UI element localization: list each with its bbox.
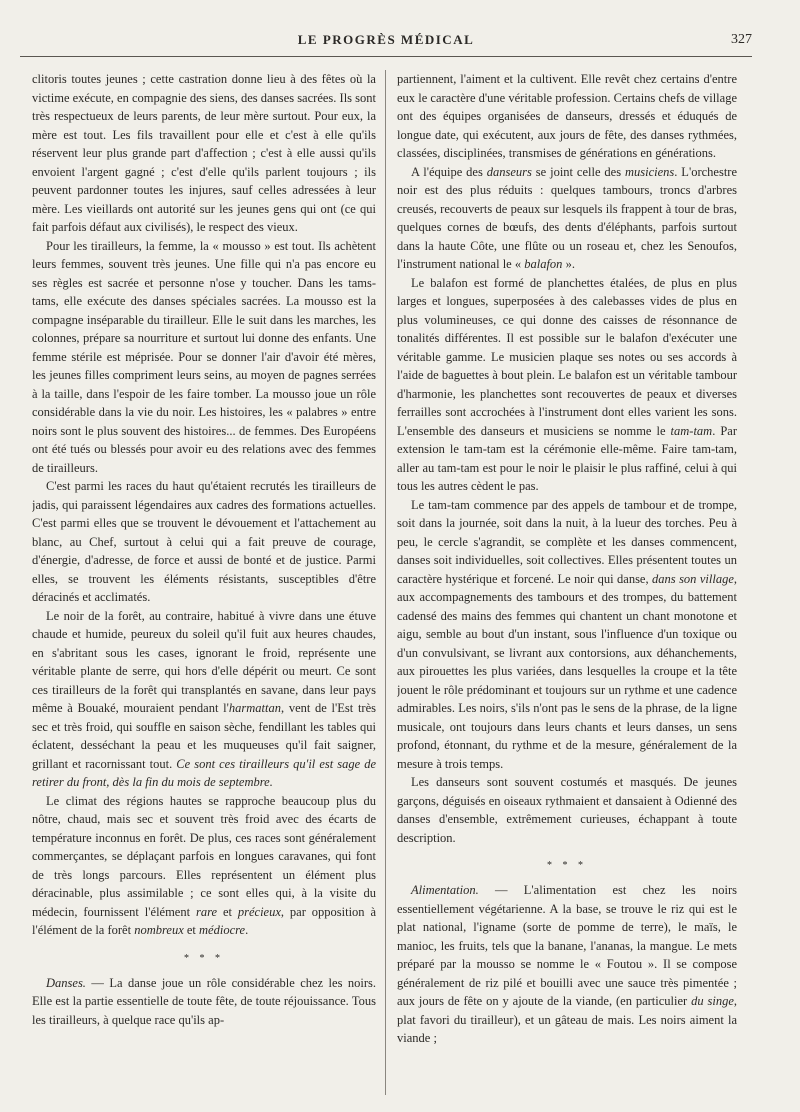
italic-text: médiocre [199,923,246,937]
text-run: — L'alimentation est chez les noirs essentiellement végétarienne. A la base, se trouve le riz qui est le plat national, l'igname (sorte de pomme de terre), le maïs, le manioc, les fruits, tels que la banane, l'ananas, la mangue. Le mets préparé par la mousso se nomme le « Foutou ». Il se compose généralement de riz pilé et bouilli avec une sauce très pimentée ; aux jours de fête on y ajoute de la viande, (en particulier [397,883,737,1008]
italic-text: précieux [237,904,281,919]
text-run: se joint celle des [531,164,625,179]
italic-text: danseurs [486,164,532,179]
right-column [397,70,737,1095]
text-run: . Par extension le tam-tam est la cérémonie elle-même. Faire tam-tam, aller au tam-tam est pour le noir le plaisir le plus raffiné, celui à qui tous les autres cèdent le pas. [397,423,737,493]
paragraph: Pour les tirailleurs, la femme, la « mousso » est tout. Ils achètent leurs femmes, souvent très jeunes. Une fille qui n'a pas encore eu ses règles est sacrée et personne n'ose y toucher. Dans les tams-tams, elle exécute des danses spéciales sacrées. La mousso est la compagne inséparable du tirailleur. Elle le suit dans les marches, les colonnes, prépare sa nourriture et surtout lui donne des enfants. Une femme stérile est méprisée. Pour se donner l'air d'avoir été mères, les jeunes filles compriment leurs seins, au moyen de pagnes serrées à la taille, dans l'espoir de les faire tomber. La mousso joue un rôle considérable dans la vie du noir. Les histoires, les « palabres » entre noirs sont le plus souvent des histoires... de femmes. Des Européens ont été tués ou blessés pour avoir eu des relations avec des femmes de tirailleurs. [32,238,376,475]
italic-text: musiciens [624,164,675,179]
journal-title: LE PROGRÈS MÉDICAL [297,32,475,47]
paragraph [32,607,376,792]
header-rule [20,56,752,57]
paragraph [397,496,737,774]
running-header [20,32,752,54]
page-number: 327 [731,32,752,47]
text-run: . [245,923,249,937]
text-run: A l'équipe des [411,164,487,179]
paragraph [397,881,737,1048]
text-run: et [183,923,200,937]
text-run: ». [562,257,575,271]
italic-text: harmattan [228,701,281,715]
section-label: Alimentation. [411,883,479,897]
text-run: , plat favori du tirailleur), et un gâteau de mais. Les noirs aiment la viande ; [397,994,737,1045]
italic-text: tam-tam [670,423,713,438]
text-run: Le climat des régions hautes se rapproche beaucoup plus du nôtre, chaud, mais sec et souvent très froid avec des écarts de température inconnus en forêt. De plus, ces races sont généralement commerçantes, se déplaçant parfois en longues caravanes, qui font de très longs parcours. Elles représentent un élément plus déracinable, plus assimilable ; ce sont elles qui, à la visite du médecin, fournissent l'élément [32,793,376,919]
italic-text: Ce sont ces tirailleurs qu'il est sage de retirer du front, dès la fin du mois de septembre. [32,756,376,789]
text-run: Le tam-tam commence par des appels de tambour et de trompe, soit dans la journée, soit dans la nuit, à la lueur des torches. Peu à peu, le cercle s'agrandit, se complète et les danses commencent, danses soit individuelles, soit collectives. Elles présentent toutes un caractère hystérique et forcené. Le noir qui danse, [397,497,737,586]
text-run: — La danse joue un rôle considérable chez les noirs. Elle est la partie essentielle de toute fête, de toute réjouissance. Tous les tirailleurs, à quelque race qu'ils ap- [32,975,376,1027]
text-run: . L'orchestre noir est des plus réduits : quelques tambours, troncs d'arbres creusés, recouverts de peaux sur lesquels ils frappent à tour de bras, quelques cornes de bœufs, des dents d'éléphants, parfois surtout dans la haute Côte, une flûte ou un roseau et, chez les Senoufos, l'instrument national le « [397,164,737,271]
text-run: , par opposition à l'élément de la forêt [32,904,376,937]
italic-text: nombreux [134,923,184,937]
paragraph: clitoris toutes jeunes ; cette castration donne lieu à des fêtes où la victime exécute, en compagnie des siens, des danses sacrées. Ils sont très respectueux de leurs parents, de leur mère surtout. Pour eux, la mère est tout. Les fils travaillent pour elle et c'est à elle qu'ils réservent leur plus grande part d'affection ; c'est à elle aussi qu'ils envoient l'argent gagné ; c'est d'elle qu'ils parlent toujours ; ils peuvent pardonner toutes les injures, sauf celles adressées à leur mère. Les vieillards ont autorité sur les jeunes gens qui ont (ce qui fait parfois défaut aux civilisés), le respect des vieux. [32,72,376,234]
section-label: Danses. [46,975,86,990]
section-separator: * * * [547,860,587,871]
column-divider [385,70,386,1095]
left-column [32,70,376,1095]
paragraph [397,274,737,496]
text-run: Le noir de la forêt, au contraire, habitué à vivre dans une étuve chaude et humide, peureux du soleil qu'il fuit aux heures chaudes, en s'abritant sous les cases, ignorant le froid, représente une véritable plante de serre, qui hors d'elle dépérit ou meurt. Ce sont ces tirailleurs de la forêt qui transplantés en savane, dans leur pays même à Bouaké, mouraient pendant l' [32,608,376,715]
paragraph: C'est parmi les races du haut qu'étaient recrutés les tirailleurs de jadis, qui paraissent légendaires aux cadres des formations actuelles. C'est parmi elles que se trouvent le dévouement et l'attachement au blanc, au Chef, surtout à celui qui a fait preuve de courage, d'énergie, d'adresse, de force et aussi de bonté et de justice. Parmi elles, se trouvent les éléments résistants, susceptibles d'être déracinés et acclimatés. [32,479,376,604]
text-run: Le balafon est formé de planchettes étalées, de plus en plus larges et longues, superposées à des calebasses vides de plus en plus volumineuses, ce qui donne des caisses de résonnance de tonalités différentes. Il est possible sur le balafon d'exécuter une véritable gamme. Le musicien plaque ses notes ou ses accords à l'aide de baguettes à bout plein. Le balafon est un véritable tambour d'harmonie, les planchettes sont recouvertes de peaux et diverses ferrailles sont accrochées à l'instrument dont elles varient les sons. L'ensemble des danseurs et musiciens se nomme le [397,275,737,438]
paragraph: partiennent, l'aiment et la cultivent. Elle revêt chez certains d'entre eux le caractère d'une véritable profession. Certains chefs de village ont des équipes organisées de danseurs, dressés et éduqués de longue date, qui exécutent, aux jours de fête, des danses rythmées, classées, disciplinées, transmises de générations en générations. [397,72,737,160]
text-run: , aux accompagnements des tambours et des trompes, du battement cadensé des mains des femmes qui chantent un chant monotone et aigu, semble au bout d'un instant, sous l'influence d'un toxique ou d'un convulsivant, se livrant aux contorsions, aux déhanchements, aux pirouettes les plus variées, dans lesquelles la croupe et la tête jouent le rôle prédominant et toujours sur un rythme et une cadence admirables. Les noirs, s'ils n'ont pas le sens de la phrase, de la ligne musicale, ont toujours dans leurs chants et leurs danses, un sens profond, étonnant, du rythme et de la mesure, généralement de la mesure à trois temps. [397,571,737,771]
text-run: , vent de l'Est très sec et très froid, qui souffle en saison sèche, fendillant les tables qui éclatent, desséchant la peau et les muqueuses qu'il fait saigner, grillant et racornissant tout. [32,701,376,771]
italic-text: balafon [524,257,563,271]
italic-text: du singe [691,994,734,1008]
italic-text: dans son village [652,571,734,586]
paragraph [32,792,376,940]
section-separator: * * * [184,952,224,964]
paragraph [32,974,376,1030]
paragraph [397,163,737,274]
italic-text: rare [195,904,218,919]
paragraph: Les danseurs sont souvent costumés et masqués. De jeunes garçons, déguisés en oiseaux rythmaient et dansaient à Odienné des danses d'ensemble, extrêmement curieuses, échappant à toute description. [397,775,737,845]
text-run: et [217,904,238,919]
